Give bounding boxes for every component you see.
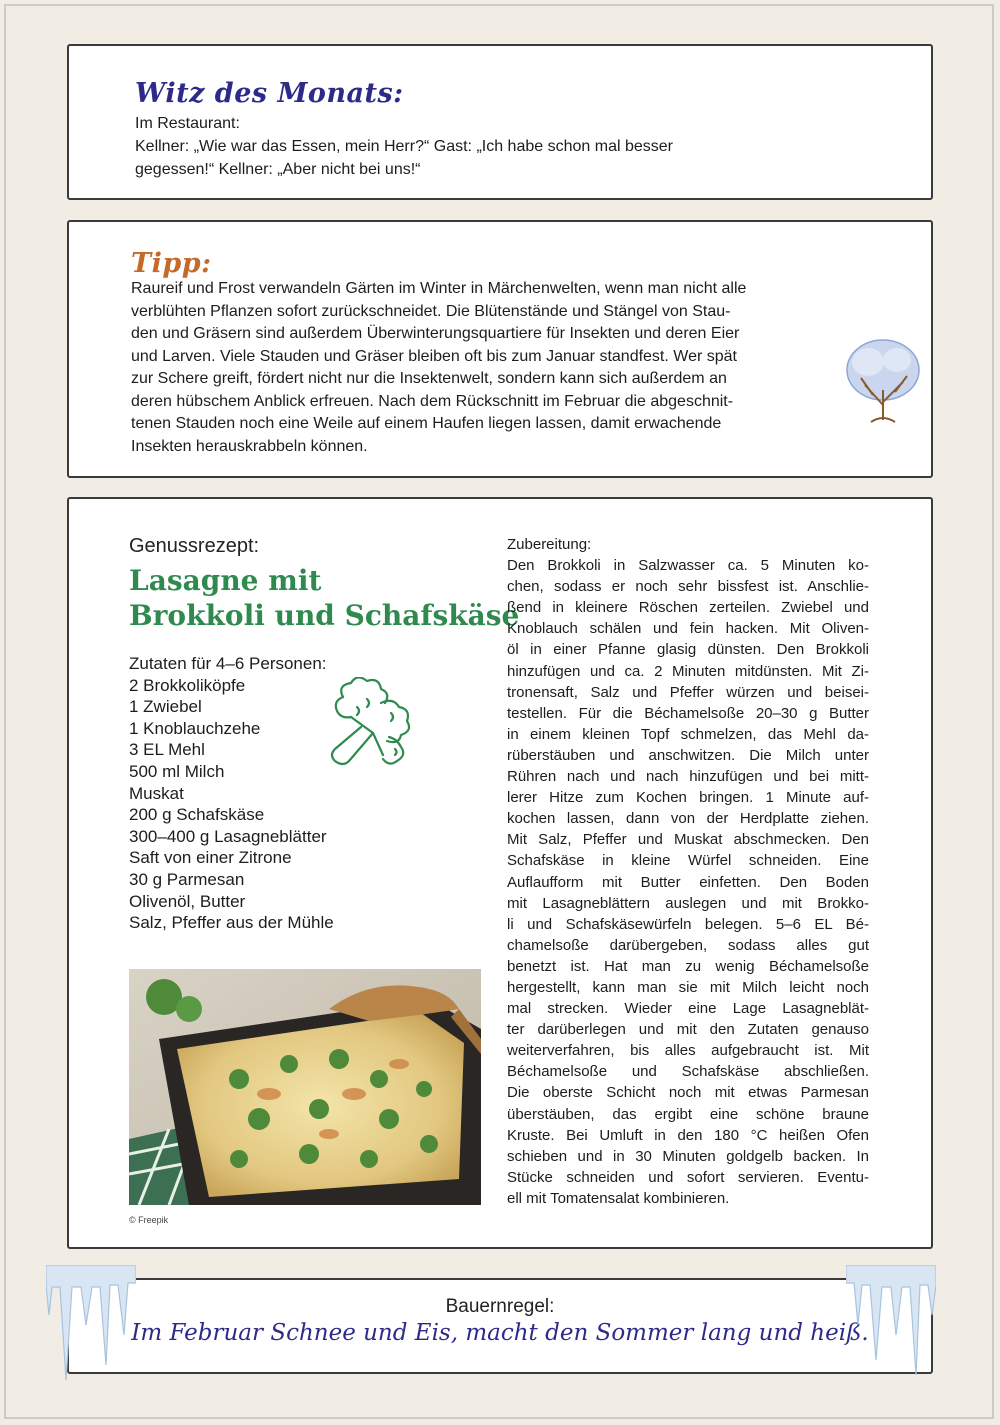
ingredient-item: 300–400 g Lasagneblätter bbox=[129, 826, 327, 846]
prep-line: chamelsoße darübergeben, sodass alles gut bbox=[507, 936, 869, 954]
photo-credit: © Freepik bbox=[129, 1215, 169, 1225]
prep-line: ßend in kleinere Röschen zerteilen. Zwiebel und bbox=[507, 599, 869, 617]
recipe-title bbox=[129, 563, 519, 633]
prep-line: rüberstäuben und anschwitzen. Die Milch unter bbox=[507, 746, 869, 764]
prep-line: Knoblauch schälen und fein hacken. Mit Oliven- bbox=[507, 620, 869, 638]
ingredient-item: 30 g Parmesan bbox=[129, 869, 245, 889]
prep-line: Kruste. Bei Umluft in den 180 °C heißen Ofen bbox=[507, 1126, 869, 1144]
farmer-rule-box bbox=[67, 1278, 933, 1374]
ingredient-item: 1 Knoblauchzehe bbox=[129, 718, 261, 738]
prep-line: öl in einer Pfanne glasig dünsten. Den Brokkoli bbox=[507, 641, 869, 659]
tip-title: Tipp: bbox=[131, 248, 212, 279]
prep-heading: Zubereitung: bbox=[507, 536, 592, 553]
prep-line: hergestellt, kann man sie mit Milch leicht noch bbox=[507, 978, 869, 996]
prep-line: Den Brokkoli in Salzwasser ca. 5 Minuten ko- bbox=[507, 557, 869, 575]
ingredient-item: 3 EL Mehl bbox=[129, 740, 205, 760]
prep-line: überstäuben, das ergibt eine schöne braune bbox=[507, 1105, 869, 1123]
prep-line: ell mit Tomatensalat kombinieren. bbox=[507, 1189, 730, 1207]
ingredient-item: 500 ml Milch bbox=[129, 761, 225, 781]
prep-line: in einem kleinen Topf schmelzen, das Mehl da- bbox=[507, 725, 869, 743]
recipe-title-line: Lasagne mit bbox=[129, 564, 322, 597]
ingredient-item: 1 Zwiebel bbox=[129, 697, 202, 717]
prep-line: weiterverfahren, bis alles aufgebraucht ist. Mit bbox=[507, 1042, 869, 1060]
farmer-rule-kicker: Bauernregel: bbox=[445, 1296, 555, 1317]
ingredient-item: Saft von einer Zitrone bbox=[129, 848, 292, 868]
joke-title: Witz des Monats: bbox=[135, 78, 404, 109]
prep-line: Die oberste Schicht noch mit etwas Parmesan bbox=[507, 1084, 869, 1102]
prep-line: Auflaufform mit Butter einfetten. Den Boden bbox=[507, 873, 869, 891]
ingredient-item: Salz, Pfeffer aus der Mühle bbox=[129, 913, 334, 933]
prep-line: Schafskäse in kleine Würfel schneiden. Eine bbox=[507, 852, 869, 870]
tip-line: verblühten Pflanzen sofort zurückschneidet. Die Blütenstände und Stängel von Stau- bbox=[131, 302, 731, 320]
tip-body bbox=[131, 278, 831, 458]
prep-line: li und Schafskäsewürfeln belegen. 5–6 EL Bé- bbox=[507, 915, 869, 933]
ingredient-item: 2 Brokkoliköpfe bbox=[129, 675, 246, 695]
tip-line: zur Schere greift, fördert nicht nur die Insektenwelt, sondern kann sich außerdem an bbox=[131, 370, 727, 387]
recipe-title-line: Brokkoli und Schafskäse bbox=[129, 599, 520, 632]
tip-line: deren hübschem Anblick erfreuen. Nach dem Rückschnitt im Februar die abgeschnit- bbox=[131, 392, 734, 410]
prep-line: Béchamelsoße und Schafskäse abschließen. bbox=[507, 1063, 869, 1081]
prep-line: kochen lassen, dann von der Herdplatte ziehen. bbox=[507, 810, 869, 828]
broccoli-icon bbox=[321, 677, 423, 775]
ingredient-item: Olivenöl, Butter bbox=[129, 891, 246, 911]
farmer-rule-text: Im Februar Schnee und Eis, macht den Sommer lang und heiß. bbox=[131, 1320, 869, 1346]
joke-line: Kellner: „Wie war das Essen, mein Herr?“ Gast: „Ich habe schon mal besser bbox=[135, 138, 673, 155]
prep-line: Mit Salz, Pfeffer und Muskat abschmecken. Den bbox=[507, 831, 869, 849]
tip-box bbox=[67, 220, 933, 478]
prep-line: mal strecken. Wieder eine Lage Lasagneblät- bbox=[507, 1000, 869, 1018]
lasagne-photo bbox=[129, 969, 481, 1205]
prep-line: Stücke schneiden und sofort servieren. Eventu- bbox=[507, 1168, 869, 1186]
prep-line: testellen. Für die Béchamelsoße 20–30 g Butter bbox=[507, 704, 869, 722]
prep-line: chen, sodass er noch sehr bissfest ist. Anschlie- bbox=[507, 578, 869, 596]
prep-line: lerer Hitze zum Kochen bringen. 1 Minute auf- bbox=[507, 789, 869, 807]
joke-line: Im Restaurant: bbox=[135, 115, 240, 132]
preparation-text bbox=[507, 534, 869, 1209]
icicles-right-icon bbox=[846, 1265, 936, 1385]
joke-line: gegessen!“ Kellner: „Aber nicht bei uns!“ bbox=[135, 161, 421, 178]
tip-line: den und Gräsern sind außerdem Überwinterungsquartiere für Insekten und deren Eier bbox=[131, 325, 740, 342]
prep-line: tronensaft, Salz und Pfeffer würzen und beisei- bbox=[507, 683, 869, 701]
recipe-box bbox=[67, 497, 933, 1249]
tip-line: Raureif und Frost verwandeln Gärten im Winter in Märchenwelten, wenn man nicht alle bbox=[131, 280, 747, 297]
prep-line: benetzt ist. Hat man zu wenig Béchamelsoße bbox=[507, 957, 869, 975]
joke-body bbox=[135, 112, 835, 181]
icicles-left-icon bbox=[46, 1265, 136, 1385]
recipe-kicker: Genussrezept: bbox=[129, 535, 260, 557]
ingredients-list bbox=[129, 653, 334, 934]
prep-line: ter darüberlegen und mit den Zutaten genauso bbox=[507, 1021, 869, 1039]
tip-line: Insekten herauskrabbeln können. bbox=[131, 437, 368, 455]
ingredients-heading: Zutaten für 4–6 Personen: bbox=[129, 654, 327, 673]
ingredient-item: Muskat bbox=[129, 783, 184, 803]
tip-line: und Larven. Viele Stauden und Gräser bleiben oft bis zum Januar standfest. Wer spät bbox=[131, 347, 737, 365]
prep-line: schieben und in 30 Minuten goldgelb backen. In bbox=[507, 1147, 869, 1165]
tip-line: tenen Stauden noch eine Weile auf einem Haufen liegen lassen, damit erwachende bbox=[131, 415, 722, 432]
prep-line: mit Lasagneblättern auslegen und mit Brokko- bbox=[507, 894, 869, 912]
frosted-shrub-icon bbox=[843, 330, 923, 440]
prep-line: Rühren nach und nach hinzufügen und bei mitt- bbox=[507, 768, 869, 786]
ingredient-item: 200 g Schafskäse bbox=[129, 805, 265, 825]
joke-box bbox=[67, 44, 933, 200]
prep-line: hinzufügen und ca. 2 Minuten mitdünsten. Mit Zi- bbox=[507, 662, 869, 680]
